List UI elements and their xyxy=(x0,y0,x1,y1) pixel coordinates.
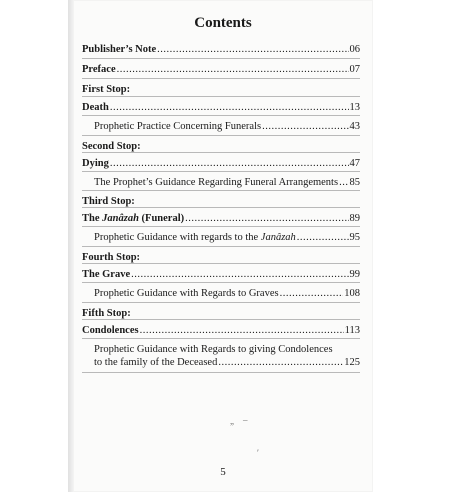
row-divider xyxy=(82,135,360,136)
section-heading-fourth-stop: Fourth Stop: xyxy=(82,252,141,263)
leader-dots xyxy=(117,63,349,76)
row-divider xyxy=(82,246,360,247)
toc-entry-label: Prophetic Guidance with Regards to Graves xyxy=(94,288,279,299)
toc-entry-publishers-note[interactable] xyxy=(82,43,360,56)
row-divider xyxy=(82,152,360,153)
toc-entry-page: 07 xyxy=(349,64,360,75)
toc-entry-page: 99 xyxy=(349,269,360,280)
page-title: Contents xyxy=(194,15,252,31)
section-heading-fifth-stop: Fifth Stop: xyxy=(82,308,131,319)
leader-dots xyxy=(218,356,343,369)
toc-entry-the-grave[interactable] xyxy=(82,268,360,281)
toc-entry-label-line1: Prophetic Guidance with Regards to giving Condolences xyxy=(94,344,333,355)
toc-entry-label: Death xyxy=(82,102,109,113)
toc-entry-page: 85 xyxy=(349,177,360,188)
toc-entry-label: The Grave xyxy=(82,269,131,280)
toc-entry-label: Dying xyxy=(82,158,109,169)
section-heading-first-stop: First Stop: xyxy=(82,84,131,95)
toc-entry-page: 47 xyxy=(349,158,360,169)
toc-entry-page: 13 xyxy=(349,102,360,113)
toc-entry-page: 95 xyxy=(349,232,360,243)
row-divider xyxy=(82,226,360,227)
toc-entry-label-line2: to the family of the Deceased xyxy=(94,357,218,368)
row-divider xyxy=(82,338,360,339)
leader-dots xyxy=(140,324,344,337)
toc-entry-label: Condolences xyxy=(82,325,139,336)
row-divider xyxy=(82,115,360,116)
toc-entry-label: Preface xyxy=(82,64,116,75)
row-divider xyxy=(82,78,360,79)
row-divider xyxy=(82,207,360,208)
toc-entry-line2 xyxy=(94,356,360,369)
toc-entry-guidance-condolences[interactable] xyxy=(94,343,360,369)
section-heading-third-stop: Third Stop: xyxy=(82,196,135,207)
leader-dots xyxy=(110,101,349,114)
print-speck: – xyxy=(243,415,248,425)
row-divider xyxy=(82,302,360,303)
toc-entry-label: Prophetic Practice Concerning Funerals xyxy=(94,121,262,132)
toc-entry-page: 108 xyxy=(344,288,360,299)
print-speck: ′ xyxy=(257,448,259,458)
leader-dots xyxy=(157,43,348,56)
row-divider xyxy=(82,319,360,320)
row-divider xyxy=(82,372,360,373)
toc-entry-funeral-arrangements[interactable] xyxy=(94,176,360,189)
leader-dots xyxy=(297,231,349,244)
toc-entry-label: Publisher’s Note xyxy=(82,44,157,55)
row-divider xyxy=(82,263,360,264)
row-divider xyxy=(82,171,360,172)
leader-dots xyxy=(185,212,348,225)
toc-entry-prophetic-practice-funerals[interactable] xyxy=(94,120,360,133)
row-divider xyxy=(82,282,360,283)
toc-entry-dying[interactable] xyxy=(82,157,360,170)
toc-entry-guidance-graves[interactable] xyxy=(94,287,360,300)
toc-entry-page: 43 xyxy=(349,121,360,132)
row-divider xyxy=(82,190,360,191)
toc-entry-label: The Janâzah (Funeral) xyxy=(82,213,185,224)
toc-entry-label: Prophetic Guidance with regards to the Janâzah xyxy=(94,232,296,243)
leader-dots xyxy=(131,268,348,281)
leader-dots xyxy=(110,157,349,170)
row-divider xyxy=(82,96,360,97)
print-speck: „ xyxy=(230,416,234,426)
page-number: 5 xyxy=(220,466,226,478)
toc-entry-page: 125 xyxy=(344,357,360,368)
toc-entry-condolences[interactable] xyxy=(82,324,360,337)
leader-dots xyxy=(262,120,348,133)
toc-entry-guidance-janazah[interactable] xyxy=(94,231,360,244)
row-divider xyxy=(82,58,360,59)
toc-entry-janazah[interactable] xyxy=(82,212,360,225)
toc-entry-page: 06 xyxy=(349,44,360,55)
toc-entry-preface[interactable] xyxy=(82,63,360,76)
toc-entry-label: The Prophet’s Guidance Regarding Funeral Arrangements xyxy=(94,177,339,188)
toc-entry-page: 113 xyxy=(344,325,360,336)
leader-dots xyxy=(339,176,348,189)
leader-dots xyxy=(280,287,344,300)
toc-entry-death[interactable] xyxy=(82,101,360,114)
section-heading-second-stop: Second Stop: xyxy=(82,141,141,152)
toc-entry-page: 89 xyxy=(349,213,360,224)
